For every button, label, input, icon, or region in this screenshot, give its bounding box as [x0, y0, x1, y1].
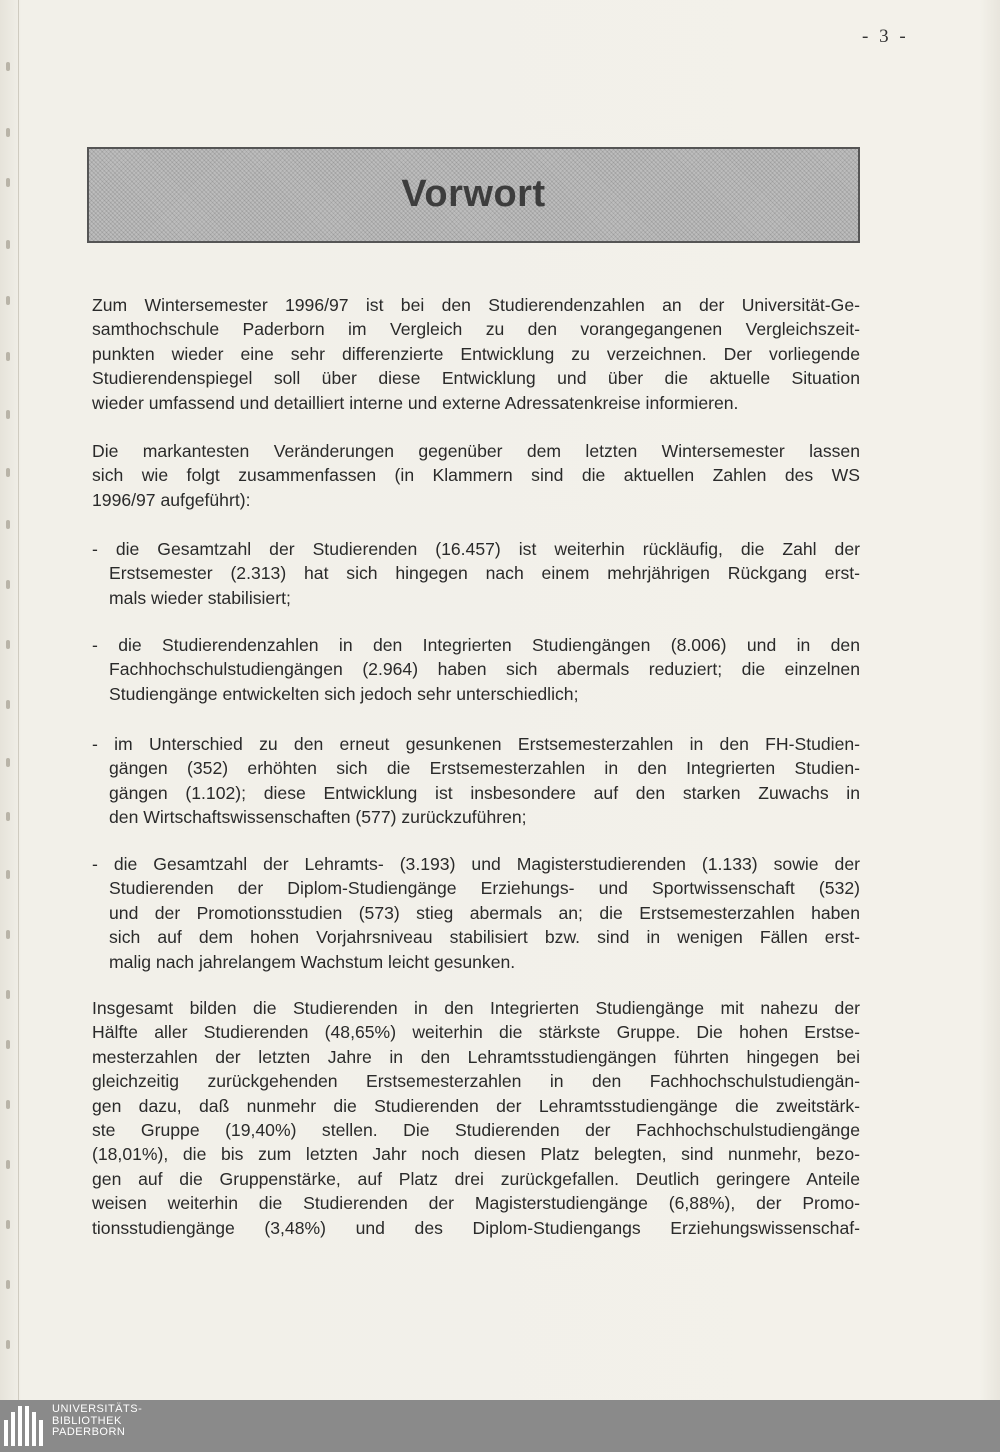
text-line: Hälfte aller Studierenden (48,65%) weiterhin die stärkste Gruppe. Die hohen Erstse- [92, 1022, 860, 1043]
library-logo-icon [4, 1406, 48, 1446]
text-line: Zum Wintersemester 1996/97 ist bei den Studierendenzahlen an der Universität-Ge- [92, 295, 860, 315]
text-line: wieder umfassend und detailliert interne und externe Adressatenkreise informieren. [92, 392, 739, 413]
text-line: - die Gesamtzahl der Lehramts- (3.193) und Magisterstudierenden (1.133) sowie der [92, 854, 860, 874]
text-line: malig nach jahrelangem Wachstum leicht gesunken. [109, 951, 516, 972]
text-line: (18,01%), die bis zum letzten Jahr noch diesen Platz belegten, sind nunmehr, bezo- [92, 1144, 860, 1165]
text-line: mals wieder stabilisiert; [109, 587, 291, 608]
text-line: Die markantesten Veränderungen gegenüber dem letzten Wintersemester lassen [92, 441, 860, 461]
text-line: ste Gruppe (19,40%) stellen. Die Studierenden der Fachhochschulstudiengänge [92, 1120, 860, 1141]
text-line: samthochschule Paderborn im Vergleich zu den vorangegangenen Vergleichszeit- [92, 319, 860, 340]
text-line: und der Promotionsstudien (573) stieg abermals an; die Erstsemesterzahlen haben [109, 902, 860, 923]
bullet-item [92, 852, 860, 974]
text-line: Insgesamt bilden die Studierenden in den Integrierten Studiengänge mit nahezu der [92, 998, 860, 1018]
text-line: gen auf die Gruppenstärke, auf Platz drei zurückgefallen. Deutlich geringere Anteile [92, 1168, 860, 1189]
text-line: weisen weiterhin die Studierenden der Magisterstudiengänge (6,88%), der Promo- [92, 1193, 860, 1214]
summary-intro-paragraph [92, 439, 860, 512]
text-line: - im Unterschied zu den erneut gesunkenen Erstsemesterzahlen in den FH-Studien- [92, 734, 860, 754]
logo-line: BIBLIOTHEK [52, 1414, 122, 1427]
text-line: mesterzahlen der letzten Jahre in den Lehramtsstudiengängen führten hingegen bei [92, 1046, 860, 1067]
text-line: Studiengänge entwickelten sich jedoch sehr unterschiedlich; [109, 683, 579, 704]
binding-edge [0, 0, 19, 1400]
text-line: gen dazu, daß nunmehr die Studierenden der Lehramtsstudiengänge die zweitstärk- [92, 1095, 860, 1116]
text-line: Studierendenspiegel soll über diese Entwicklung und über die aktuelle Situation [92, 368, 860, 389]
text-line: sich auf dem hohen Vorjahrsniveau stabilisiert bzw. sind in wenigen Fällen erst- [109, 927, 860, 948]
text-line: gängen (1.102); diese Entwicklung ist insbesondere auf den starken Zuwachs in [109, 782, 860, 803]
bullet-item [92, 633, 860, 706]
text-line: Studierenden der Diplom-Studiengänge Erziehungs- und Sportwissenschaft (532) [109, 878, 860, 899]
text-line: - die Gesamtzahl der Studierenden (16.457) ist weiterhin rückläufig, die Zahl der [92, 539, 860, 559]
bullet-item [92, 537, 860, 610]
text-line: - die Studierendenzahlen in den Integrierten Studiengängen (8.006) und in den [92, 635, 860, 655]
page-number: - 3 - [862, 26, 909, 47]
text-line: Fachhochschulstudiengängen (2.964) haben sich abermals reduziert; die einzelnen [109, 659, 860, 680]
text-line: sich wie folgt zusammenfassen (in Klammern sind die aktuellen Zahlen des WS [92, 465, 860, 486]
text-line: gängen (352) erhöhten sich die Erstsemesterzahlen in den Integrierten Studien- [109, 758, 860, 779]
intro-paragraph [92, 293, 860, 415]
text-line: Erstsemester (2.313) hat sich hingegen nach einem mehrjährigen Rückgang erst- [109, 563, 860, 584]
text-line: gleichzeitig zurückgehenden Erstsemesterzahlen in den Fachhochschulstudiengän- [92, 1071, 860, 1092]
logo-line: PADERBORN [52, 1426, 126, 1438]
library-footer-bar [0, 1400, 1000, 1452]
logo-line: UNIVERSITÄTS- [52, 1403, 143, 1415]
bullet-item [92, 732, 860, 830]
text-line: 1996/97 aufgeführt): [92, 489, 251, 510]
library-logo-text [52, 1404, 142, 1439]
text-line: tionsstudiengänge (3,48%) und des Diplom-Studiengangs Erziehungswissenschaf- [92, 1217, 860, 1238]
text-line: den Wirtschaftswissenschaften (577) zurückzuführen; [109, 807, 527, 828]
title-banner [87, 147, 860, 243]
closing-paragraph [92, 996, 860, 1240]
text-line: punkten wieder eine sehr differenzierte Entwicklung zu verzeichnen. Der vorliegende [92, 343, 860, 364]
page-title: Vorwort [401, 173, 546, 215]
